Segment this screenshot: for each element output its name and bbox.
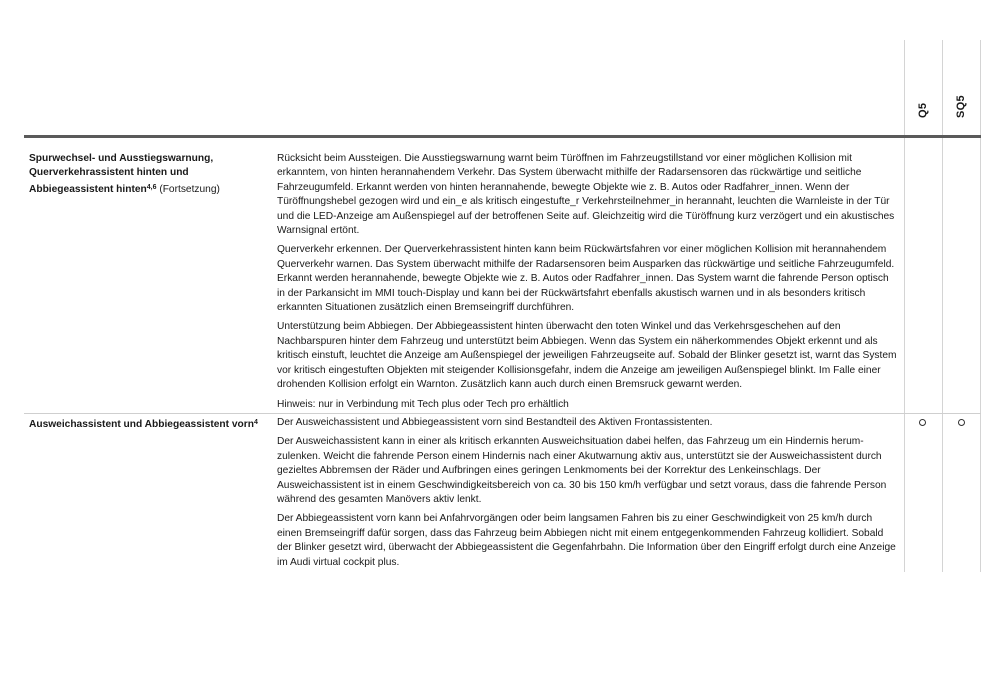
description-paragraph: Der Abbiegeassistent vorn kann bei Anfahrvorgängen oder beim langsamen Fahren bis zu einer Geschwindigkeit von 25 km/h durch einen Bremseingriff dafür sorgen, dass das Fahrzeug beim Abbiegen nicht mit einem entgegenkommenden Fahrzeug kollidiert. Sobald der Blinker gesetzt wird, überwacht der Abbiegeassistent die Gegenfahrbahn. Die Information über den Eingriff erfolgt durch eine Anzeige im Audi virtual cockpit plus. xyxy=(277,513,896,568)
footnote-ref: 4 xyxy=(253,419,258,426)
column-header-sq5 xyxy=(942,40,980,130)
column-header-label: SQ5 xyxy=(955,95,967,118)
feature-label xyxy=(29,416,264,432)
description-paragraph: Hinweis: nur in Verbindung mit Tech plus oder Tech pro erhältlich xyxy=(277,398,569,410)
description-paragraph: Rücksicht beim Aussteigen. Die Ausstiegswarnung warnt beim Türöffnen im Fahrzeugstillstand vor einer möglichen Kollision mit erkanntem, von hinten herannahendem Verkehr. Das System überwacht mithilfe der Radarsensoren das rückwärtige und seitliche Fahrzeugumfeld. Erkannt werden von hinten herannahende, bewegte Objekte wie z. B. Autos oder Radfahrer_innen. Wenn der Türöffnungshebel gezogen wird und ein_e als kritisch eingestufte_r Verkehrsteilnehmer_in herannaht, leuchten die Warnleiste in der Tür und die LED-Anzeige am Außenspiegel auf der betroffenen Seite auf. Gleichzeitig wird die Türöffnung kurz verzögert und ein akustisches Warnsignal ertönt. xyxy=(277,153,895,237)
column-divider xyxy=(980,40,981,572)
description-paragraph: Der Ausweichassistent und Abbiegeassistent vorn sind Bestandteil des Aktiven Frontassistenten. xyxy=(277,417,713,428)
feature-description xyxy=(277,416,897,575)
feature-name: Spurwechsel- und Ausstiegswarnung, Querverkehrassistent hinten und Abbiegeassistent hinten xyxy=(29,153,214,195)
feature-label xyxy=(29,152,264,197)
header-rule xyxy=(24,135,981,138)
column-header-label: Q5 xyxy=(917,102,929,118)
feature-suffix: (Fortsetzung) xyxy=(156,183,220,195)
optional-circle-icon xyxy=(958,419,965,426)
footnote-ref: 4,6 xyxy=(146,183,157,191)
row-divider xyxy=(24,413,981,414)
description-paragraph: Unterstützung beim Abbiegen. Der Abbiegeassistent hinten überwacht den toten Winkel und das Verkehrsgeschehen auf den Nachbarspuren hinter dem Fahrzeug und unterstützt beim Abbiegen. Wenn das System ein näherkommendes Objekt erkennt und als kritisch einstuft, leuchtet die Anzeige am Außenspiegel der jeweiligen Fahrzeugseite auf. Sobald der Blinker gesetzt ist, warnt das System vor kritisch eingestuften Objekten mit steigender Kollisionsgefahr, indem die Anzeige am jeweiligen Außenspiegel blinkt. Im Falle einer drohenden Kollision erfolgt ein Warnton. Zusätzlich kann auch durch einen Bremsruck gewarnt werden. xyxy=(277,321,897,391)
column-header-q5 xyxy=(904,40,942,130)
description-paragraph: Der Ausweichassistent kann in einer als kritisch erkannten Ausweichsituation dabei helfen, das Fahrzeug um ein Hindernis herumzulenken. Weicht die fahrende Person einem Hindernis nach einer Akutwarnung aktiv aus, unterstützt sie der Ausweichassistent durch gezieltes Abbremsen der Räder und Aufbringen eines geringen Lenkmoments bei der Korrektur des Lenkeinschlags. Der Ausweichassistent ist in einem Geschwindigkeitsbereich von ca. 30 bis 150 km/h verfügbar und setzt voraus, dass die fahrende Person während des gesamten Manövers aktiv lenkt. xyxy=(277,436,887,506)
optional-circle-icon xyxy=(919,419,926,426)
feature-description xyxy=(277,152,897,417)
feature-name: Ausweichassistent und Abbiegeassistent vorn xyxy=(29,419,254,430)
description-paragraph: Querverkehr erkennen. Der Querverkehrassistent hinten kann beim Rückwärtsfahren vor einer möglichen Kollision mit herannahendem Querverkehr warnen. Das System überwacht mithilfe der Radarsensoren beim Ausparken das rückwärtige und seitliche Fahrzeugumfeld. Erkannt werden herannahende, bewegte Objekte wie z. B. Autos oder Radfahrer_innen. Das System warnt die fahrende Person optisch in der Parkansicht im MMI touch-Display und kann bei der Rückwärtsfahrt ebenfalls akustisch warnen und in als besonders kritisch erkannten Situationen zusätzlich einen Bremseingriff durchführen. xyxy=(277,244,895,314)
